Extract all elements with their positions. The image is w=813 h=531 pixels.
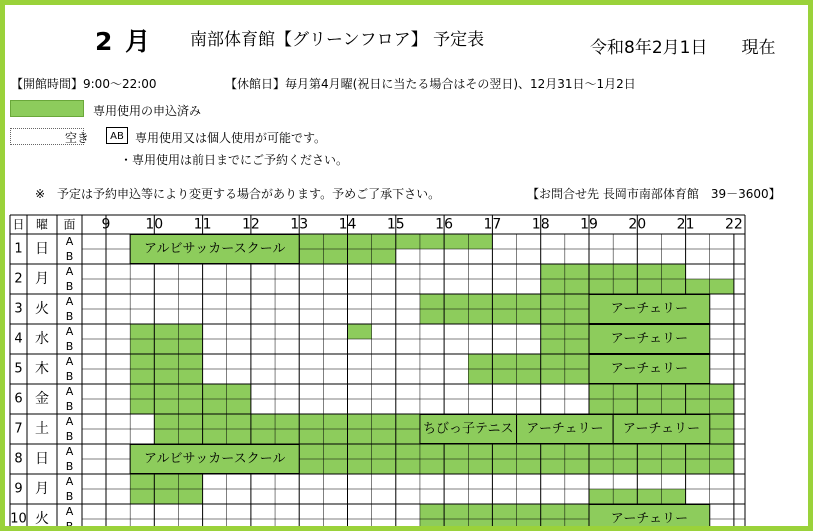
weekday-label: 水 [35, 331, 49, 347]
schedule-grid [5, 5, 813, 531]
weekday-label: 月 [35, 271, 49, 287]
hour-label: 12 [241, 216, 260, 233]
hour-label: 10 [145, 216, 164, 233]
day-number: 9 [14, 481, 23, 497]
side-b-label: B [65, 250, 74, 263]
weekday-label: 土 [35, 421, 49, 437]
hour-label: 16 [435, 216, 454, 233]
hour-label: 17 [483, 216, 502, 233]
contact-info: 【お問合せ先 長岡市南部体育館 39－3600】 [527, 187, 781, 201]
side-a-label: A [65, 295, 74, 308]
side-b-label: B [65, 370, 74, 383]
change-notice: ※ 予定は予約申込等により変更する場合があります。予めご了承下さい。 [35, 187, 441, 201]
col-head-day: 日 [12, 217, 25, 232]
side-b-label: B [65, 280, 74, 293]
side-a-label: A [65, 265, 74, 278]
hour-label: 14 [338, 216, 357, 233]
side-b-label: B [65, 430, 74, 443]
ab-badge: AB [106, 127, 128, 144]
page-title: 南部体育館【グリーンフロア】 予定表 [190, 30, 485, 50]
weekday-label: 月 [35, 481, 49, 497]
as-of-date: 令和8年2月1日 現在 [590, 38, 776, 58]
hour-label: 15 [386, 216, 405, 233]
day-number: 5 [14, 361, 23, 377]
side-a-label: A [65, 325, 74, 338]
booking-label: アーチェリー [610, 511, 688, 527]
booking-label: アーチェリー [622, 421, 701, 437]
weekday-label: 木 [35, 361, 49, 377]
legend-empty-label: 空き [65, 131, 90, 145]
weekday-label: 日 [35, 241, 49, 257]
hour-label: 11 [193, 216, 212, 233]
weekday-label: 火 [35, 511, 49, 527]
booking-label: アーチェリー [610, 361, 688, 377]
hour-label: 19 [580, 216, 598, 233]
hour-label: 22 [724, 216, 743, 233]
hour-label: 9 [101, 216, 111, 233]
day-number: 7 [14, 421, 23, 437]
col-head-weekday: 曜 [35, 217, 49, 232]
closed-days: 【休館日】毎月第4月曜(祝日に当たる場合はその翌日)、12月31日～1月2日 [225, 77, 636, 91]
day-number: 6 [14, 391, 23, 407]
month-title: 2 月 [95, 27, 153, 56]
side-a-label: A [65, 445, 74, 458]
hour-label: 21 [676, 216, 695, 233]
day-number: 1 [14, 241, 23, 257]
side-a-label: A [65, 235, 74, 248]
weekday-label: 日 [35, 451, 49, 467]
prebook-note: ・専用使用は前日までにご予約ください。 [120, 153, 349, 167]
booking-label: アーチェリー [610, 301, 688, 317]
legend-booked-label: 専用使用の申込済み [93, 104, 202, 118]
hour-label: 20 [628, 216, 647, 233]
booking-label: アルビサッカースクール [144, 451, 286, 467]
opening-hours: 【開館時間】9:00～22:00 [11, 77, 157, 91]
side-a-label: A [65, 385, 74, 398]
booking-block [348, 324, 372, 339]
side-b-label: B [65, 310, 74, 323]
side-b-label: B [65, 520, 74, 531]
hour-label: 18 [531, 216, 550, 233]
side-a-label: A [65, 475, 74, 488]
side-b-label: B [65, 400, 74, 413]
weekday-label: 金 [35, 391, 49, 407]
ab-note: 専用使用又は個人使用が可能です。 [135, 131, 327, 145]
booking-label: ちびっ子テニス [423, 421, 514, 437]
col-head-side: 面 [63, 217, 76, 232]
day-number: 2 [14, 271, 23, 287]
side-a-label: A [65, 505, 74, 518]
side-b-label: B [65, 340, 74, 353]
side-a-label: A [65, 415, 74, 428]
day-number: 8 [14, 451, 23, 467]
booking-label: アルビサッカースクール [144, 241, 286, 257]
side-b-label: B [65, 460, 74, 473]
weekday-label: 火 [35, 301, 49, 317]
day-number: 4 [14, 331, 23, 347]
booking-label: アーチェリー [526, 421, 604, 437]
day-number: 10 [10, 511, 27, 527]
booking-label: アーチェリー [610, 331, 688, 347]
side-b-label: B [65, 490, 74, 503]
day-number: 3 [14, 301, 23, 317]
hour-label: 13 [290, 216, 309, 233]
side-a-label: A [65, 355, 74, 368]
